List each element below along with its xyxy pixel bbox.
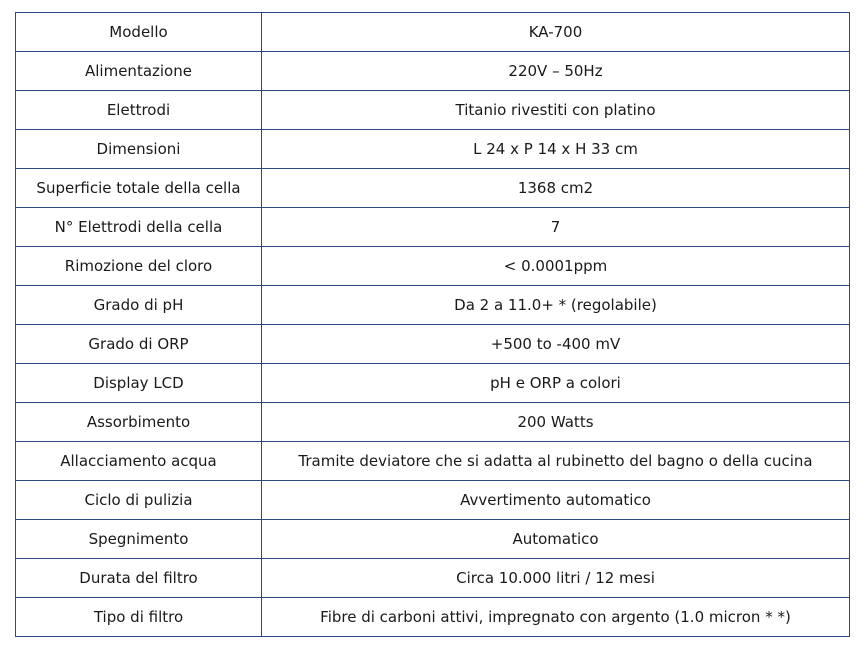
table-row — [16, 169, 850, 208]
table-row — [16, 13, 850, 52]
spec-label: Tipo di filtro — [16, 598, 262, 637]
spec-label: Display LCD — [16, 364, 262, 403]
spec-value: KA-700 — [262, 13, 850, 52]
spec-value: +500 to -400 mV — [262, 325, 850, 364]
table-row — [16, 598, 850, 637]
spec-label: Allacciamento acqua — [16, 442, 262, 481]
spec-label: Modello — [16, 13, 262, 52]
table-row — [16, 559, 850, 598]
spec-value: Automatico — [262, 520, 850, 559]
spec-value: Titanio rivestiti con platino — [262, 91, 850, 130]
table-row — [16, 442, 850, 481]
spec-value: < 0.0001ppm — [262, 247, 850, 286]
spec-value: Fibre di carboni attivi, impregnato con argento (1.0 micron * *) — [262, 598, 850, 637]
spec-label: Alimentazione — [16, 52, 262, 91]
spec-label: Durata del filtro — [16, 559, 262, 598]
spec-label: Spegnimento — [16, 520, 262, 559]
spec-label: Dimensioni — [16, 130, 262, 169]
spec-value: 1368 cm2 — [262, 169, 850, 208]
table-row — [16, 130, 850, 169]
table-row — [16, 91, 850, 130]
spec-label: Ciclo di pulizia — [16, 481, 262, 520]
table-row — [16, 520, 850, 559]
spec-label: Grado di ORP — [16, 325, 262, 364]
table-row — [16, 286, 850, 325]
spec-value: 200 Watts — [262, 403, 850, 442]
spec-value: pH e ORP a colori — [262, 364, 850, 403]
table-row — [16, 481, 850, 520]
table-row — [16, 325, 850, 364]
table-row — [16, 364, 850, 403]
table-row — [16, 208, 850, 247]
spec-value: 7 — [262, 208, 850, 247]
spec-value: L 24 x P 14 x H 33 cm — [262, 130, 850, 169]
table-row — [16, 403, 850, 442]
spec-table — [15, 12, 850, 637]
spec-label: Superficie totale della cella — [16, 169, 262, 208]
spec-label: N° Elettrodi della cella — [16, 208, 262, 247]
spec-label: Rimozione del cloro — [16, 247, 262, 286]
spec-value: Tramite deviatore che si adatta al rubinetto del bagno o della cucina — [262, 442, 850, 481]
spec-value: Circa 10.000 litri / 12 mesi — [262, 559, 850, 598]
spec-value: Avvertimento automatico — [262, 481, 850, 520]
spec-label: Elettrodi — [16, 91, 262, 130]
spec-label: Assorbimento — [16, 403, 262, 442]
spec-value: 220V – 50Hz — [262, 52, 850, 91]
spec-value: Da 2 a 11.0+ * (regolabile) — [262, 286, 850, 325]
table-row — [16, 247, 850, 286]
table-row — [16, 52, 850, 91]
spec-label: Grado di pH — [16, 286, 262, 325]
